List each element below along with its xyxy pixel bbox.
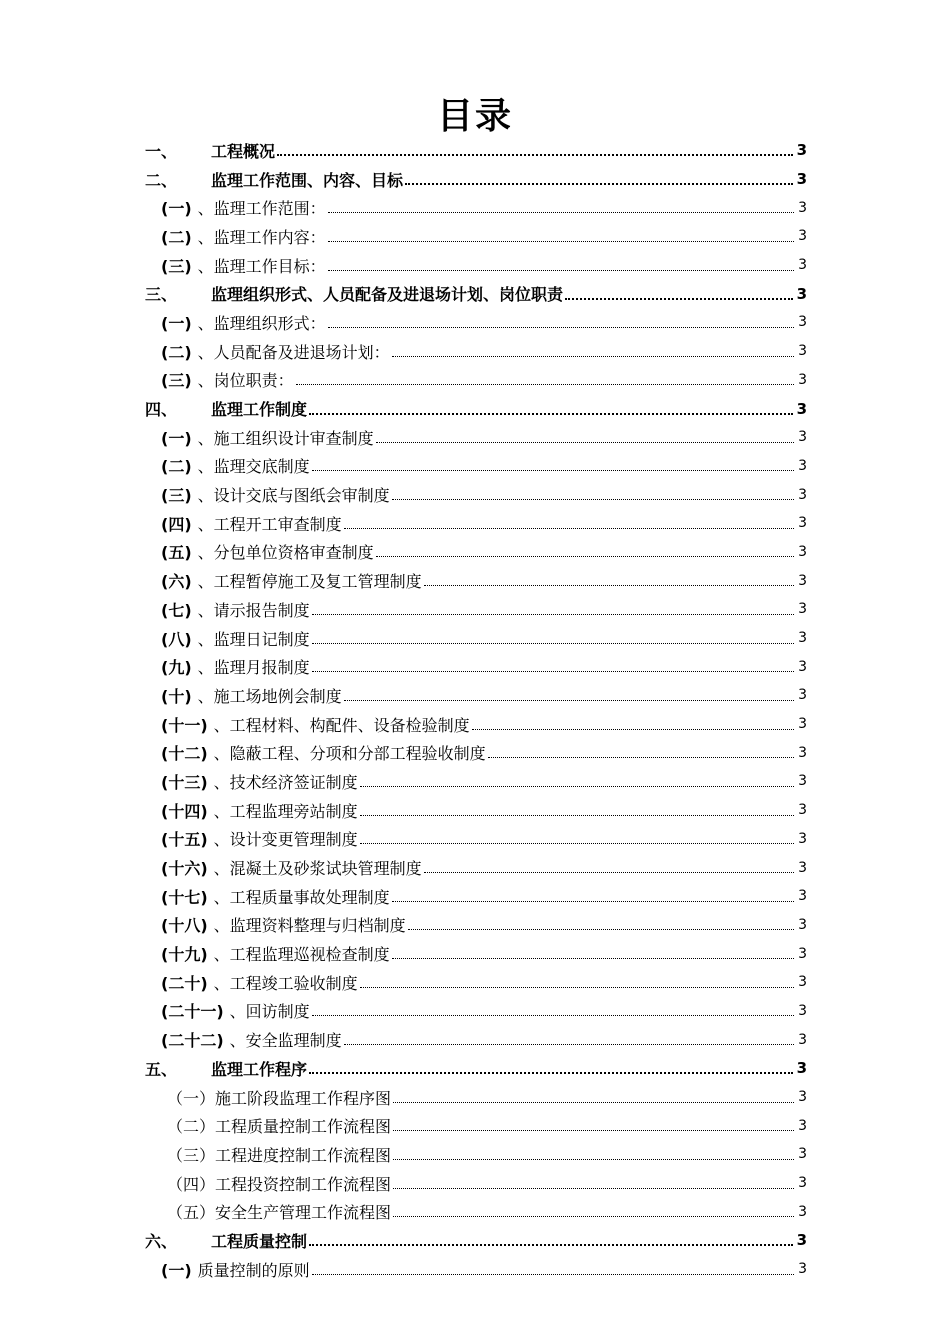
toc-entry-number: 二、: [145, 170, 178, 190]
toc-entry-page-number: 3: [798, 1146, 807, 1163]
toc-entry[interactable]: [145, 624, 807, 653]
toc-dot-leader: [392, 356, 794, 357]
toc-entry-number: 五、: [145, 1059, 178, 1079]
toc-dot-leader: [392, 958, 794, 959]
toc-entry-page-number: 3: [798, 1089, 807, 1106]
toc-entry-number: (九): [161, 658, 192, 678]
table-of-contents: [145, 136, 807, 1284]
toc-entry[interactable]: [145, 538, 807, 567]
toc-entry-number: (十二): [161, 744, 208, 764]
toc-entry-title: 、分包单位资格审查制度: [197, 543, 374, 563]
toc-entry-page-number: 3: [796, 1231, 807, 1250]
toc-entry-page-number: 3: [798, 515, 807, 532]
toc-entry-number: (一): [161, 1260, 192, 1280]
toc-entry-page-number: 3: [798, 630, 807, 647]
toc-entry-title: 、监理月报制度: [197, 658, 310, 678]
toc-entry-number: 六、: [145, 1231, 178, 1251]
toc-entry[interactable]: [145, 796, 807, 825]
toc-entry[interactable]: [145, 652, 807, 681]
toc-entry-title: 、监理日记制度: [197, 629, 310, 649]
toc-entry-number: (六): [161, 572, 192, 592]
toc-entry-title: 、监理组织形式：: [197, 313, 326, 333]
toc-entry-title: 、工程质量事故处理制度: [213, 887, 390, 907]
toc-entry-number: （二）: [167, 1117, 216, 1137]
toc-entry-title: 、岗位职责：: [197, 371, 294, 391]
toc-dot-leader: [309, 1072, 793, 1074]
toc-entry-title: 、隐蔽工程、分项和分部工程验收制度: [213, 744, 486, 764]
toc-entry-number: （五）: [167, 1203, 216, 1223]
toc-entry-title: 、技术经济签证制度: [213, 772, 358, 792]
toc-entry-page-number: 3: [798, 228, 807, 245]
toc-entry[interactable]: [145, 681, 807, 710]
toc-entry-number: (十三): [161, 772, 208, 792]
toc-entry-page-number: 3: [798, 1175, 807, 1192]
toc-entry-page-number: 3: [798, 601, 807, 618]
toc-entry[interactable]: [145, 1111, 807, 1140]
toc-entry[interactable]: [145, 997, 807, 1026]
toc-entry-title: 质量控制的原则: [197, 1260, 310, 1280]
toc-entry[interactable]: [145, 825, 807, 854]
toc-entry-page-number: 3: [798, 486, 807, 503]
toc-entry[interactable]: [145, 710, 807, 739]
toc-entry-title: 、监理资料整理与归档制度: [213, 916, 406, 936]
toc-entry-page-number: 3: [798, 1031, 807, 1048]
toc-entry-title: 工程概况: [211, 141, 276, 161]
toc-entry-page-number: 3: [798, 543, 807, 560]
toc-entry-page-number: 3: [798, 974, 807, 991]
toc-entry-title: 、工程材料、构配件、设备检验制度: [213, 715, 470, 735]
toc-entry[interactable]: [145, 1226, 807, 1255]
toc-dot-leader: [488, 757, 794, 758]
toc-entry-title: 、工程竣工验收制度: [213, 973, 358, 993]
toc-entry-number: 四、: [145, 400, 178, 420]
toc-entry-number: (二): [161, 342, 192, 362]
toc-entry-page-number: 3: [798, 716, 807, 733]
toc-entry-number: (二十一): [161, 1002, 224, 1022]
toc-entry-number: (三): [161, 371, 192, 391]
toc-dot-leader: [376, 556, 794, 557]
toc-entry[interactable]: [145, 480, 807, 509]
toc-entry-number: (十四): [161, 801, 208, 821]
toc-entry[interactable]: [145, 911, 807, 940]
toc-dot-leader: [392, 499, 794, 500]
toc-entry-page-number: 3: [798, 1261, 807, 1278]
toc-dot-leader: [328, 270, 794, 271]
toc-entry-page-number: 3: [796, 141, 807, 160]
toc-entry-title: 监理工作制度: [211, 400, 308, 420]
toc-entry-number: (四): [161, 514, 192, 534]
toc-entry-title: 工程进度控制工作流程图: [215, 1145, 392, 1165]
toc-dot-leader: [309, 1244, 793, 1246]
toc-entry-title: 施工阶段监理工作程序图: [215, 1088, 392, 1108]
toc-entry-page-number: 3: [798, 687, 807, 704]
toc-entry-number: (十五): [161, 830, 208, 850]
toc-entry-title: 、工程暂停施工及复工管理制度: [197, 572, 422, 592]
toc-entry-number: (一): [161, 199, 192, 219]
toc-entry-title: 、请示报告制度: [197, 600, 310, 620]
toc-dot-leader: [393, 1188, 794, 1189]
toc-entry-title: 、设计交底与图纸会审制度: [197, 486, 390, 506]
toc-entry[interactable]: [145, 251, 807, 280]
toc-entry-title: 、工程监理旁站制度: [213, 801, 358, 821]
toc-entry-page-number: 3: [798, 773, 807, 790]
toc-entry[interactable]: [145, 509, 807, 538]
toc-dot-leader: [405, 183, 793, 185]
toc-entry-number: （一）: [167, 1088, 216, 1108]
toc-entry[interactable]: [145, 767, 807, 796]
toc-entry-title: 安全生产管理工作流程图: [215, 1203, 392, 1223]
toc-dot-leader: [277, 154, 793, 156]
toc-entry-title: 、混凝土及砂浆试块管理制度: [213, 859, 422, 879]
toc-entry-page-number: 3: [798, 199, 807, 216]
toc-entry[interactable]: [145, 1169, 807, 1198]
toc-entry-number: (一): [161, 428, 192, 448]
toc-dot-leader: [360, 987, 794, 988]
toc-dot-leader: [393, 1102, 794, 1103]
toc-dot-leader: [328, 327, 794, 328]
toc-entry-page-number: 3: [796, 170, 807, 189]
toc-entry-number: (十): [161, 686, 192, 706]
toc-entry-title: 、设计变更管理制度: [213, 830, 358, 850]
toc-entry-title: 监理工作程序: [211, 1059, 308, 1079]
toc-dot-leader: [424, 872, 794, 873]
toc-entry-title: 、工程监理巡视检查制度: [213, 945, 390, 965]
toc-entry-number: (十一): [161, 715, 208, 735]
toc-dot-leader: [312, 643, 794, 644]
toc-entry-page-number: 3: [798, 744, 807, 761]
toc-dot-leader: [376, 442, 794, 443]
toc-entry[interactable]: [145, 1140, 807, 1169]
toc-entry[interactable]: [145, 738, 807, 767]
toc-entry-title: 工程质量控制: [211, 1231, 308, 1251]
toc-entry-number: (二十): [161, 973, 208, 993]
toc-dot-leader: [309, 413, 793, 415]
toc-dot-leader: [360, 843, 794, 844]
toc-entry-page-number: 3: [798, 802, 807, 819]
toc-entry-number: (二): [161, 457, 192, 477]
toc-entry-page-number: 3: [798, 371, 807, 388]
toc-entry-page-number: 3: [796, 399, 807, 418]
toc-entry[interactable]: [145, 968, 807, 997]
toc-dot-leader: [393, 1159, 794, 1160]
toc-dot-leader: [344, 528, 794, 529]
toc-entry[interactable]: [145, 423, 807, 452]
toc-entry-number: (三): [161, 486, 192, 506]
toc-entry[interactable]: [145, 136, 807, 165]
toc-entry[interactable]: [145, 394, 807, 423]
toc-entry-title: 、安全监理制度: [229, 1031, 342, 1051]
toc-entry-number: (二十二): [161, 1031, 224, 1051]
toc-entry-number: (十九): [161, 945, 208, 965]
toc-entry-page-number: 3: [798, 830, 807, 847]
toc-dot-leader: [565, 298, 793, 300]
page-title: 目录: [436, 96, 513, 137]
toc-entry-page-number: 3: [796, 284, 807, 303]
toc-entry-title: 、人员配备及进退场计划：: [197, 342, 390, 362]
toc-entry-page-number: 3: [798, 1002, 807, 1019]
toc-entry[interactable]: [145, 1025, 807, 1054]
toc-entry[interactable]: [145, 853, 807, 882]
toc-entry[interactable]: [145, 165, 807, 194]
toc-entry-number: (十七): [161, 887, 208, 907]
toc-entry-title: 工程质量控制工作流程图: [215, 1117, 392, 1137]
toc-entry-page-number: 3: [798, 658, 807, 675]
toc-entry[interactable]: [145, 452, 807, 481]
toc-entry-title: 、监理交底制度: [197, 457, 310, 477]
toc-entry-number: (三): [161, 256, 192, 276]
toc-entry-number: (二): [161, 227, 192, 247]
toc-entry[interactable]: [145, 222, 807, 251]
toc-entry-page-number: 3: [796, 1059, 807, 1078]
toc-dot-leader: [360, 786, 794, 787]
toc-entry[interactable]: [145, 279, 807, 308]
toc-entry-page-number: 3: [798, 257, 807, 274]
toc-entry-page-number: 3: [798, 314, 807, 331]
toc-dot-leader: [312, 614, 794, 615]
toc-entry-page-number: 3: [798, 1203, 807, 1220]
toc-entry[interactable]: [145, 308, 807, 337]
toc-entry[interactable]: [145, 939, 807, 968]
toc-entry-page-number: 3: [798, 945, 807, 962]
toc-dot-leader: [424, 585, 794, 586]
toc-dot-leader: [328, 241, 794, 242]
toc-entry-number: 一、: [145, 141, 178, 161]
toc-entry[interactable]: [145, 366, 807, 395]
toc-entry-page-number: 3: [798, 1117, 807, 1134]
toc-dot-leader: [360, 815, 794, 816]
toc-entry-title: 、监理工作内容：: [197, 227, 326, 247]
toc-dot-leader: [312, 1015, 794, 1016]
toc-entry-page-number: 3: [798, 859, 807, 876]
toc-entry-page-number: 3: [798, 572, 807, 589]
toc-entry-title: 、监理工作范围：: [197, 199, 326, 219]
toc-dot-leader: [344, 1044, 794, 1045]
toc-dot-leader: [393, 1130, 794, 1131]
toc-entry[interactable]: [145, 193, 807, 222]
toc-entry-title: 监理工作范围、内容、目标: [211, 170, 404, 190]
toc-entry-title: 工程投资控制工作流程图: [215, 1174, 392, 1194]
toc-entry-number: (十六): [161, 859, 208, 879]
toc-entry-number: (五): [161, 543, 192, 563]
toc-entry[interactable]: [145, 882, 807, 911]
toc-entry-number: (十八): [161, 916, 208, 936]
toc-entry-page-number: 3: [798, 888, 807, 905]
toc-entry-title: 、施工组织设计审查制度: [197, 428, 374, 448]
toc-entry-number: (七): [161, 600, 192, 620]
toc-dot-leader: [408, 929, 794, 930]
toc-entry-number: (八): [161, 629, 192, 649]
toc-dot-leader: [296, 384, 794, 385]
toc-dot-leader: [312, 1274, 794, 1275]
toc-dot-leader: [344, 700, 794, 701]
toc-entry-number: 三、: [145, 285, 178, 305]
toc-dot-leader: [392, 901, 794, 902]
toc-dot-leader: [312, 470, 794, 471]
toc-entry[interactable]: [145, 337, 807, 366]
toc-entry-number: （三）: [167, 1145, 216, 1165]
toc-entry[interactable]: [145, 1255, 807, 1284]
toc-entry-title: 、监理工作目标：: [197, 256, 326, 276]
toc-entry-title: 、工程开工审查制度: [197, 514, 342, 534]
toc-entry[interactable]: [145, 1083, 807, 1112]
toc-entry[interactable]: [145, 1054, 807, 1083]
toc-entry-page-number: 3: [798, 457, 807, 474]
toc-entry-title: 监理组织形式、人员配备及进退场计划、岗位职责: [211, 285, 564, 305]
toc-dot-leader: [328, 212, 794, 213]
toc-entry[interactable]: [145, 1197, 807, 1226]
toc-entry-page-number: 3: [798, 916, 807, 933]
toc-entry-page-number: 3: [798, 429, 807, 446]
toc-entry-number: (一): [161, 313, 192, 333]
toc-entry-title: 、回访制度: [229, 1002, 310, 1022]
toc-entry[interactable]: [145, 595, 807, 624]
toc-entry-page-number: 3: [798, 343, 807, 360]
toc-dot-leader: [472, 729, 794, 730]
toc-entry[interactable]: [145, 566, 807, 595]
toc-dot-leader: [312, 671, 794, 672]
toc-entry-title: 、施工场地例会制度: [197, 686, 342, 706]
toc-entry-number: （四）: [167, 1174, 216, 1194]
toc-dot-leader: [393, 1216, 794, 1217]
